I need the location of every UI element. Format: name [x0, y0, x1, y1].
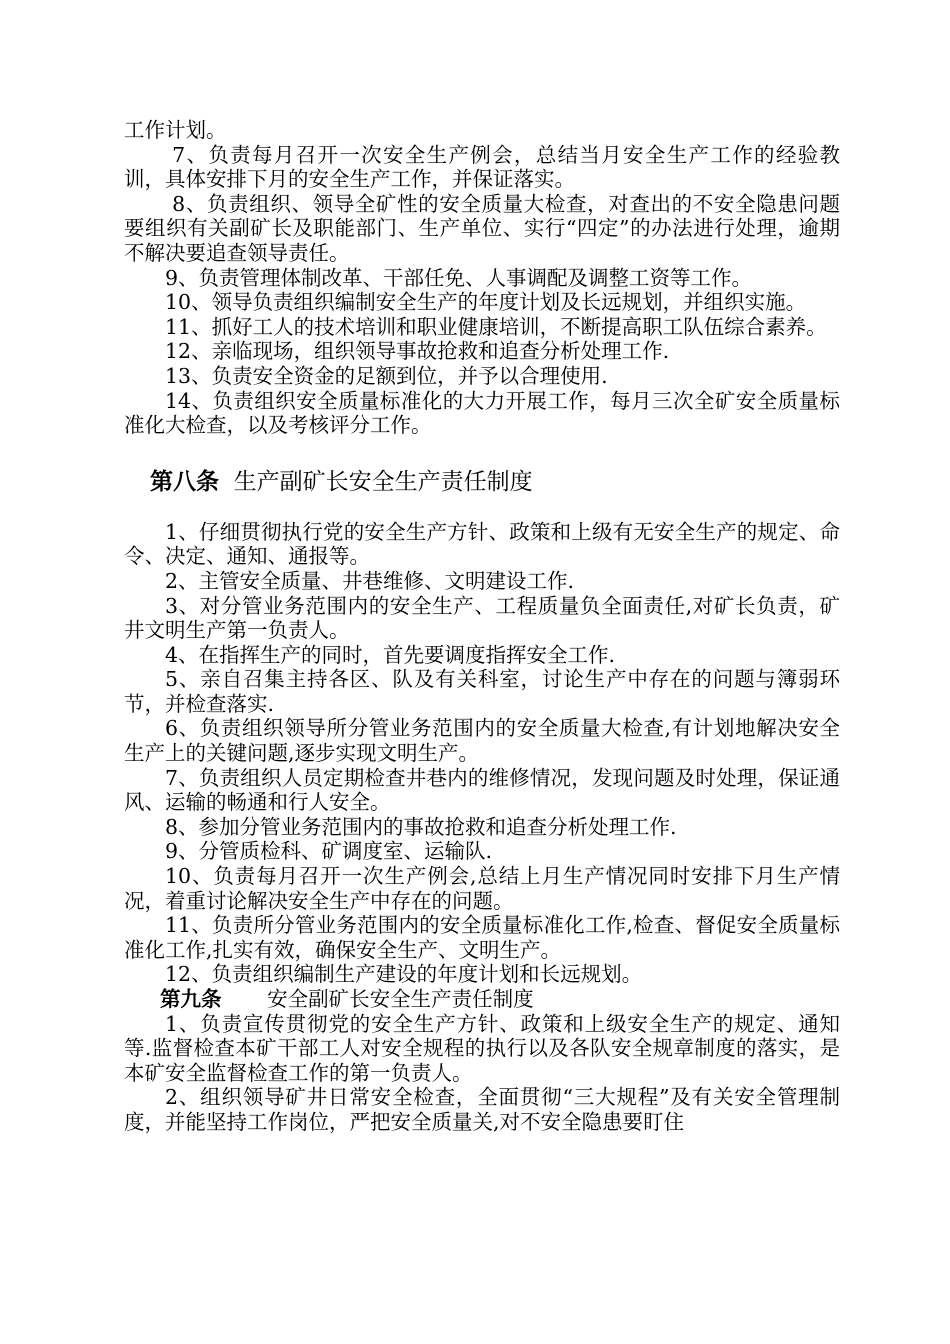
clause-item: 11、负责所分管业务范围内的安全质量标准化工作,检查、督促安全质量标准化工作,扎实有效，确保安全生产、文明生产。: [124, 913, 840, 962]
clause-item: 11、抓好工人的技术培训和职业健康培训，不断提高职工队伍综合素养。: [165, 314, 827, 339]
clause-item: 2、组织领导矿井日常安全检查，全面贯彻“三大规程”及有关安全管理制度，并能坚持工作岗位，严把安全质量关,对不安全隐患要盯住: [124, 1085, 840, 1134]
clause-item: 3、对分管业务范围内的安全生产、工程质量负全面责任,对矿长负责，矿井文明生产第一负责人。: [124, 593, 840, 643]
section-number: 第九条: [160, 987, 222, 1011]
section-heading: [124, 468, 840, 496]
clause-item: 8、参加分管业务范围内的事故抢救和追查分析处理工作.: [165, 814, 677, 839]
clause-item: 2、主管安全质量、井巷维修、文明建设工作.: [165, 568, 575, 593]
section-title: 生产副矿长安全生产责任制度: [233, 468, 533, 495]
clause-item: 4、在指挥生产的同时，首先要调度指挥安全工作.: [165, 642, 616, 667]
section-heading: [124, 987, 840, 1012]
clause-item: 1、负责宣传贯彻党的安全生产方针、政策和上级安全生产的规定、通知等.监督检查本矿干部工人对安全规程的执行以及各队安全规章制度的落实，是本矿安全监督检查工作的第一负责人。: [124, 1011, 840, 1085]
clause-item: 7、负责每月召开一次安全生产例会，总结当月安全生产工作的经验教训，具体安排下月的安全生产工作，并保证落实。: [124, 142, 840, 192]
clause-item: 8、负责组织、领导全矿性的安全质量大检查，对查出的不安全隐患问题要组织有关副矿长及职能部门、生产单位、实行“四定”的办法进行处理，逾期不解决要追查领导责任。: [124, 191, 840, 265]
section-title: 安全副矿长安全生产责任制度: [267, 987, 534, 1011]
clause-item: 9、分管质检科、矿调度室、运输队.: [165, 839, 493, 864]
clause-item: 1、仔细贯彻执行党的安全生产方针、政策和上级有无安全生产的规定、命令、决定、通知、通报等。: [124, 519, 840, 569]
clause-item: 10、领导负责组织编制安全生产的年度计划及长远规划，并组织实施。: [165, 290, 807, 315]
continuation-line: 工作计划。: [124, 118, 227, 142]
clause-item: 7、负责组织人员定期检查井巷内的维修情况，发现问题及时处理，保证通风、运输的畅通和行人安全。: [124, 765, 840, 815]
clause-item: 10、负责每月召开一次生产例会,总结上月生产情况同时安排下月生产情况，着重讨论解决安全生产中存在的问题。: [124, 864, 840, 913]
clause-item: 12、负责组织编制生产建设的年度计划和长远规划。: [165, 962, 643, 987]
clause-item: 14、负责组织安全质量标准化的大力开展工作，每月三次全矿安全质量标准化大检查，以及考核评分工作。: [124, 388, 840, 438]
clause-item: 13、负责安全资金的足额到位，并予以合理使用.: [165, 363, 608, 388]
section-number: 第八条: [150, 467, 219, 495]
clause-item: 5、亲自召集主持各区、队及有关科室，讨论生产中存在的问题与簿弱环节，并检查落实.: [124, 667, 840, 716]
clause-item: 12、亲临现场，组织领导事故抢救和追查分析处理工作.: [165, 339, 670, 364]
clause-item: 6、负责组织领导所分管业务范围内的安全质量大检查,有计划地解决安全生产上的关键问题,逐步实现文明生产。: [124, 716, 840, 766]
document-page: [124, 118, 840, 1135]
clause-item: 9、负责管理体制改革、干部任免、人事调配及调整工资等工作。: [165, 265, 753, 290]
